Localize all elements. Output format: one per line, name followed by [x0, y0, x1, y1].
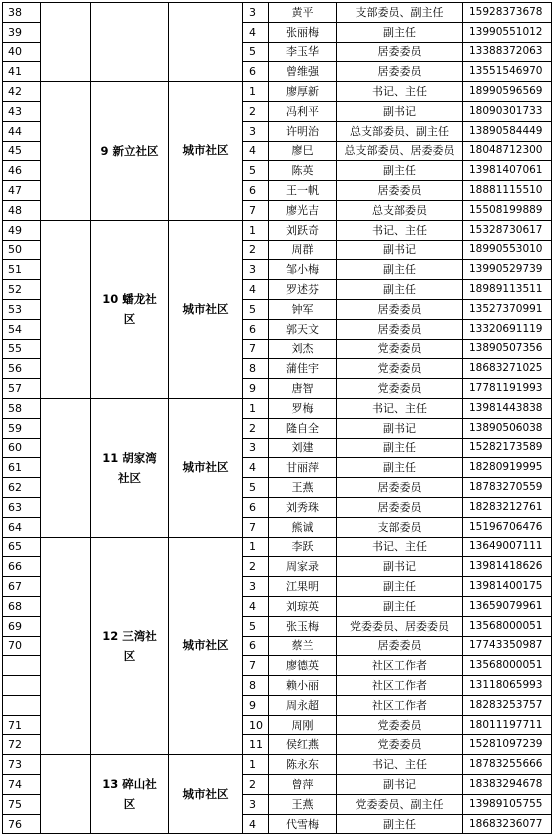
community-type-cell: 城市社区 — [169, 82, 243, 221]
member-phone-cell: 13981443838 — [463, 398, 552, 418]
member-phone-cell: 13981407061 — [463, 161, 552, 181]
staff-roster-table — [2, 2, 552, 834]
member-position-cell: 居委委员 — [337, 62, 463, 82]
member-name-cell: 周群 — [269, 240, 337, 260]
member-position-cell: 副书记 — [337, 101, 463, 121]
member-name-cell: 邹小梅 — [269, 260, 337, 280]
serial-number-cell: 69 — [3, 616, 41, 636]
member-phone-cell: 15928373678 — [463, 3, 552, 23]
member-phone-cell: 18990553010 — [463, 240, 552, 260]
blank-group-cell — [41, 220, 91, 398]
member-position-cell: 副书记 — [337, 240, 463, 260]
table-row — [3, 537, 552, 557]
member-position-cell: 书记、主任 — [337, 82, 463, 102]
member-name-cell: 李跃 — [269, 537, 337, 557]
serial-number-cell: 73 — [3, 755, 41, 775]
member-name-cell: 廖德英 — [269, 656, 337, 676]
member-name-cell: 廖厚新 — [269, 82, 337, 102]
member-name-cell: 王燕 — [269, 794, 337, 814]
serial-number-cell: 38 — [3, 3, 41, 23]
member-phone-cell: 18989113511 — [463, 280, 552, 300]
member-index-cell: 8 — [243, 676, 269, 696]
member-phone-cell: 13990551012 — [463, 22, 552, 42]
member-index-cell: 2 — [243, 775, 269, 795]
member-index-cell: 1 — [243, 220, 269, 240]
member-name-cell: 代雪梅 — [269, 814, 337, 834]
member-index-cell: 6 — [243, 636, 269, 656]
member-index-cell: 4 — [243, 280, 269, 300]
member-phone-cell: 15282173589 — [463, 438, 552, 458]
member-name-cell: 黄平 — [269, 3, 337, 23]
member-position-cell: 社区工作者 — [337, 656, 463, 676]
member-name-cell: 廖光吉 — [269, 200, 337, 220]
member-position-cell: 书记、主任 — [337, 755, 463, 775]
member-index-cell: 5 — [243, 161, 269, 181]
member-index-cell: 2 — [243, 240, 269, 260]
member-position-cell: 书记、主任 — [337, 398, 463, 418]
serial-number-cell: 49 — [3, 220, 41, 240]
member-name-cell: 罗述芬 — [269, 280, 337, 300]
member-name-cell: 侯红燕 — [269, 735, 337, 755]
member-phone-cell: 18783255666 — [463, 755, 552, 775]
serial-number-cell: 60 — [3, 438, 41, 458]
member-name-cell: 陈永东 — [269, 755, 337, 775]
member-phone-cell: 15508199889 — [463, 200, 552, 220]
member-phone-cell: 13981400175 — [463, 577, 552, 597]
member-position-cell: 社区工作者 — [337, 695, 463, 715]
member-position-cell: 总支部委员、居委委员 — [337, 141, 463, 161]
member-position-cell: 党委委员 — [337, 339, 463, 359]
serial-number-cell — [3, 656, 41, 676]
member-position-cell: 党委委员、副主任 — [337, 794, 463, 814]
member-phone-cell: 13649007111 — [463, 537, 552, 557]
member-index-cell: 4 — [243, 141, 269, 161]
serial-number-cell: 42 — [3, 82, 41, 102]
member-position-cell: 副主任 — [337, 280, 463, 300]
member-phone-cell: 13551546970 — [463, 62, 552, 82]
member-phone-cell: 18011197711 — [463, 715, 552, 735]
serial-number-cell: 64 — [3, 517, 41, 537]
member-name-cell: 隆自全 — [269, 418, 337, 438]
community-name-cell — [91, 3, 169, 82]
table-row — [3, 220, 552, 240]
member-index-cell: 3 — [243, 794, 269, 814]
member-position-cell: 居委委员 — [337, 42, 463, 62]
member-name-cell: 周刚 — [269, 715, 337, 735]
member-position-cell: 支部委员、副主任 — [337, 3, 463, 23]
member-name-cell: 甘丽萍 — [269, 458, 337, 478]
member-index-cell: 1 — [243, 82, 269, 102]
community-name-cell: 13 碎山社区 — [91, 755, 169, 834]
member-index-cell: 5 — [243, 299, 269, 319]
serial-number-cell: 55 — [3, 339, 41, 359]
member-phone-cell: 18283253757 — [463, 695, 552, 715]
member-name-cell: 刘琼英 — [269, 596, 337, 616]
member-name-cell: 熊诚 — [269, 517, 337, 537]
serial-number-cell: 74 — [3, 775, 41, 795]
community-name-cell: 9 新立社区 — [91, 82, 169, 221]
member-name-cell: 张玉梅 — [269, 616, 337, 636]
serial-number-cell: 62 — [3, 478, 41, 498]
table-row — [3, 398, 552, 418]
member-name-cell: 赖小丽 — [269, 676, 337, 696]
member-phone-cell: 13118065993 — [463, 676, 552, 696]
member-position-cell: 支部委员 — [337, 517, 463, 537]
member-phone-cell: 13568000051 — [463, 656, 552, 676]
member-index-cell: 7 — [243, 200, 269, 220]
member-index-cell: 4 — [243, 22, 269, 42]
serial-number-cell: 51 — [3, 260, 41, 280]
member-position-cell: 副主任 — [337, 438, 463, 458]
member-position-cell: 副书记 — [337, 557, 463, 577]
serial-number-cell: 46 — [3, 161, 41, 181]
member-position-cell: 党委委员 — [337, 715, 463, 735]
member-position-cell: 党委委员 — [337, 379, 463, 399]
member-index-cell: 6 — [243, 181, 269, 201]
roster-body — [3, 3, 552, 834]
member-name-cell: 江果明 — [269, 577, 337, 597]
serial-number-cell: 48 — [3, 200, 41, 220]
member-index-cell: 3 — [243, 438, 269, 458]
member-position-cell: 副主任 — [337, 596, 463, 616]
member-index-cell: 5 — [243, 616, 269, 636]
member-position-cell: 副主任 — [337, 260, 463, 280]
member-index-cell: 5 — [243, 42, 269, 62]
member-phone-cell: 18280919995 — [463, 458, 552, 478]
serial-number-cell: 71 — [3, 715, 41, 735]
member-name-cell: 周家录 — [269, 557, 337, 577]
member-index-cell: 7 — [243, 656, 269, 676]
member-index-cell: 4 — [243, 458, 269, 478]
member-phone-cell: 13320691119 — [463, 319, 552, 339]
community-type-cell: 城市社区 — [169, 755, 243, 834]
member-index-cell: 6 — [243, 319, 269, 339]
member-name-cell: 钟军 — [269, 299, 337, 319]
member-position-cell: 社区工作者 — [337, 676, 463, 696]
member-phone-cell: 15281097239 — [463, 735, 552, 755]
member-index-cell: 3 — [243, 121, 269, 141]
table-row — [3, 3, 552, 23]
member-name-cell: 廖巳 — [269, 141, 337, 161]
blank-group-cell — [41, 537, 91, 755]
member-index-cell: 6 — [243, 497, 269, 517]
community-type-cell: 城市社区 — [169, 537, 243, 755]
member-index-cell: 5 — [243, 478, 269, 498]
member-position-cell: 党委委员 — [337, 735, 463, 755]
member-position-cell: 副主任 — [337, 161, 463, 181]
member-index-cell: 1 — [243, 755, 269, 775]
member-phone-cell: 13989105755 — [463, 794, 552, 814]
member-index-cell: 4 — [243, 596, 269, 616]
member-position-cell: 副书记 — [337, 775, 463, 795]
member-phone-cell: 18090301733 — [463, 101, 552, 121]
member-phone-cell: 17781191993 — [463, 379, 552, 399]
member-index-cell: 8 — [243, 359, 269, 379]
member-index-cell: 3 — [243, 577, 269, 597]
member-position-cell: 总支部委员、副主任 — [337, 121, 463, 141]
member-position-cell: 居委委员 — [337, 636, 463, 656]
member-index-cell: 6 — [243, 62, 269, 82]
member-name-cell: 罗梅 — [269, 398, 337, 418]
serial-number-cell — [3, 676, 41, 696]
serial-number-cell: 56 — [3, 359, 41, 379]
community-type-cell: 城市社区 — [169, 220, 243, 398]
member-name-cell: 王一帆 — [269, 181, 337, 201]
serial-number-cell: 43 — [3, 101, 41, 121]
member-phone-cell: 15328730617 — [463, 220, 552, 240]
member-phone-cell: 13990529739 — [463, 260, 552, 280]
serial-number-cell: 58 — [3, 398, 41, 418]
member-name-cell: 许明治 — [269, 121, 337, 141]
community-name-cell: 10 蟠龙社区 — [91, 220, 169, 398]
member-name-cell: 刘秀珠 — [269, 497, 337, 517]
member-phone-cell: 18048712300 — [463, 141, 552, 161]
member-index-cell: 1 — [243, 398, 269, 418]
member-name-cell: 刘杰 — [269, 339, 337, 359]
member-position-cell: 副主任 — [337, 22, 463, 42]
serial-number-cell: 65 — [3, 537, 41, 557]
member-name-cell: 唐智 — [269, 379, 337, 399]
serial-number-cell: 40 — [3, 42, 41, 62]
member-position-cell: 副主任 — [337, 814, 463, 834]
member-position-cell: 居委委员 — [337, 319, 463, 339]
member-phone-cell: 18683236077 — [463, 814, 552, 834]
serial-number-cell: 54 — [3, 319, 41, 339]
serial-number-cell — [3, 695, 41, 715]
member-name-cell: 刘跃奇 — [269, 220, 337, 240]
member-position-cell: 居委委员 — [337, 497, 463, 517]
member-name-cell: 郭天文 — [269, 319, 337, 339]
member-phone-cell: 18881115510 — [463, 181, 552, 201]
member-phone-cell: 13659079961 — [463, 596, 552, 616]
blank-group-cell — [41, 398, 91, 537]
serial-number-cell: 57 — [3, 379, 41, 399]
blank-group-cell — [41, 82, 91, 221]
table-row — [3, 82, 552, 102]
table-row — [3, 755, 552, 775]
member-name-cell: 蒲佳宇 — [269, 359, 337, 379]
serial-number-cell: 47 — [3, 181, 41, 201]
member-phone-cell: 18783270559 — [463, 478, 552, 498]
serial-number-cell: 50 — [3, 240, 41, 260]
member-phone-cell: 13527370991 — [463, 299, 552, 319]
community-name-cell: 11 胡家湾社区 — [91, 398, 169, 537]
member-position-cell: 副主任 — [337, 458, 463, 478]
serial-number-cell: 70 — [3, 636, 41, 656]
member-index-cell: 4 — [243, 814, 269, 834]
member-phone-cell: 18283212761 — [463, 497, 552, 517]
serial-number-cell: 45 — [3, 141, 41, 161]
member-index-cell: 3 — [243, 260, 269, 280]
serial-number-cell: 75 — [3, 794, 41, 814]
member-name-cell: 曾萍 — [269, 775, 337, 795]
member-name-cell: 周永超 — [269, 695, 337, 715]
community-name-cell: 12 三湾社区 — [91, 537, 169, 755]
serial-number-cell: 44 — [3, 121, 41, 141]
serial-number-cell: 63 — [3, 497, 41, 517]
community-type-cell: 城市社区 — [169, 398, 243, 537]
member-phone-cell: 18683271025 — [463, 359, 552, 379]
member-name-cell: 王燕 — [269, 478, 337, 498]
member-index-cell: 2 — [243, 418, 269, 438]
member-position-cell: 居委委员 — [337, 299, 463, 319]
member-index-cell: 7 — [243, 517, 269, 537]
member-position-cell: 党委委员 — [337, 359, 463, 379]
serial-number-cell: 59 — [3, 418, 41, 438]
member-name-cell: 冯利平 — [269, 101, 337, 121]
member-index-cell: 2 — [243, 557, 269, 577]
serial-number-cell: 66 — [3, 557, 41, 577]
blank-group-cell — [41, 755, 91, 834]
serial-number-cell: 41 — [3, 62, 41, 82]
member-name-cell: 张丽梅 — [269, 22, 337, 42]
member-index-cell: 11 — [243, 735, 269, 755]
member-name-cell: 刘建 — [269, 438, 337, 458]
member-index-cell: 9 — [243, 695, 269, 715]
member-index-cell: 2 — [243, 101, 269, 121]
member-phone-cell: 15196706476 — [463, 517, 552, 537]
member-position-cell: 居委委员 — [337, 478, 463, 498]
community-type-cell — [169, 3, 243, 82]
member-position-cell: 书记、主任 — [337, 537, 463, 557]
member-phone-cell: 18383294678 — [463, 775, 552, 795]
serial-number-cell: 68 — [3, 596, 41, 616]
member-phone-cell: 13388372063 — [463, 42, 552, 62]
member-name-cell: 曾维强 — [269, 62, 337, 82]
member-phone-cell: 13890507356 — [463, 339, 552, 359]
member-phone-cell: 18990596569 — [463, 82, 552, 102]
member-position-cell: 书记、主任 — [337, 220, 463, 240]
member-index-cell: 1 — [243, 537, 269, 557]
member-index-cell: 10 — [243, 715, 269, 735]
member-position-cell: 副书记 — [337, 418, 463, 438]
member-index-cell: 7 — [243, 339, 269, 359]
serial-number-cell: 52 — [3, 280, 41, 300]
serial-number-cell: 53 — [3, 299, 41, 319]
serial-number-cell: 76 — [3, 814, 41, 834]
member-phone-cell: 13890506038 — [463, 418, 552, 438]
serial-number-cell: 61 — [3, 458, 41, 478]
member-name-cell: 蔡兰 — [269, 636, 337, 656]
member-name-cell: 李玉华 — [269, 42, 337, 62]
member-position-cell: 居委委员 — [337, 181, 463, 201]
member-index-cell: 9 — [243, 379, 269, 399]
member-phone-cell: 13981418626 — [463, 557, 552, 577]
serial-number-cell: 67 — [3, 577, 41, 597]
member-name-cell: 陈英 — [269, 161, 337, 181]
serial-number-cell: 39 — [3, 22, 41, 42]
blank-group-cell — [41, 3, 91, 82]
member-position-cell: 党委委员、居委委员 — [337, 616, 463, 636]
member-position-cell: 副主任 — [337, 577, 463, 597]
member-phone-cell: 17743350987 — [463, 636, 552, 656]
serial-number-cell: 72 — [3, 735, 41, 755]
member-phone-cell: 13890584449 — [463, 121, 552, 141]
member-position-cell: 总支部委员 — [337, 200, 463, 220]
member-phone-cell: 13568000051 — [463, 616, 552, 636]
member-index-cell: 3 — [243, 3, 269, 23]
